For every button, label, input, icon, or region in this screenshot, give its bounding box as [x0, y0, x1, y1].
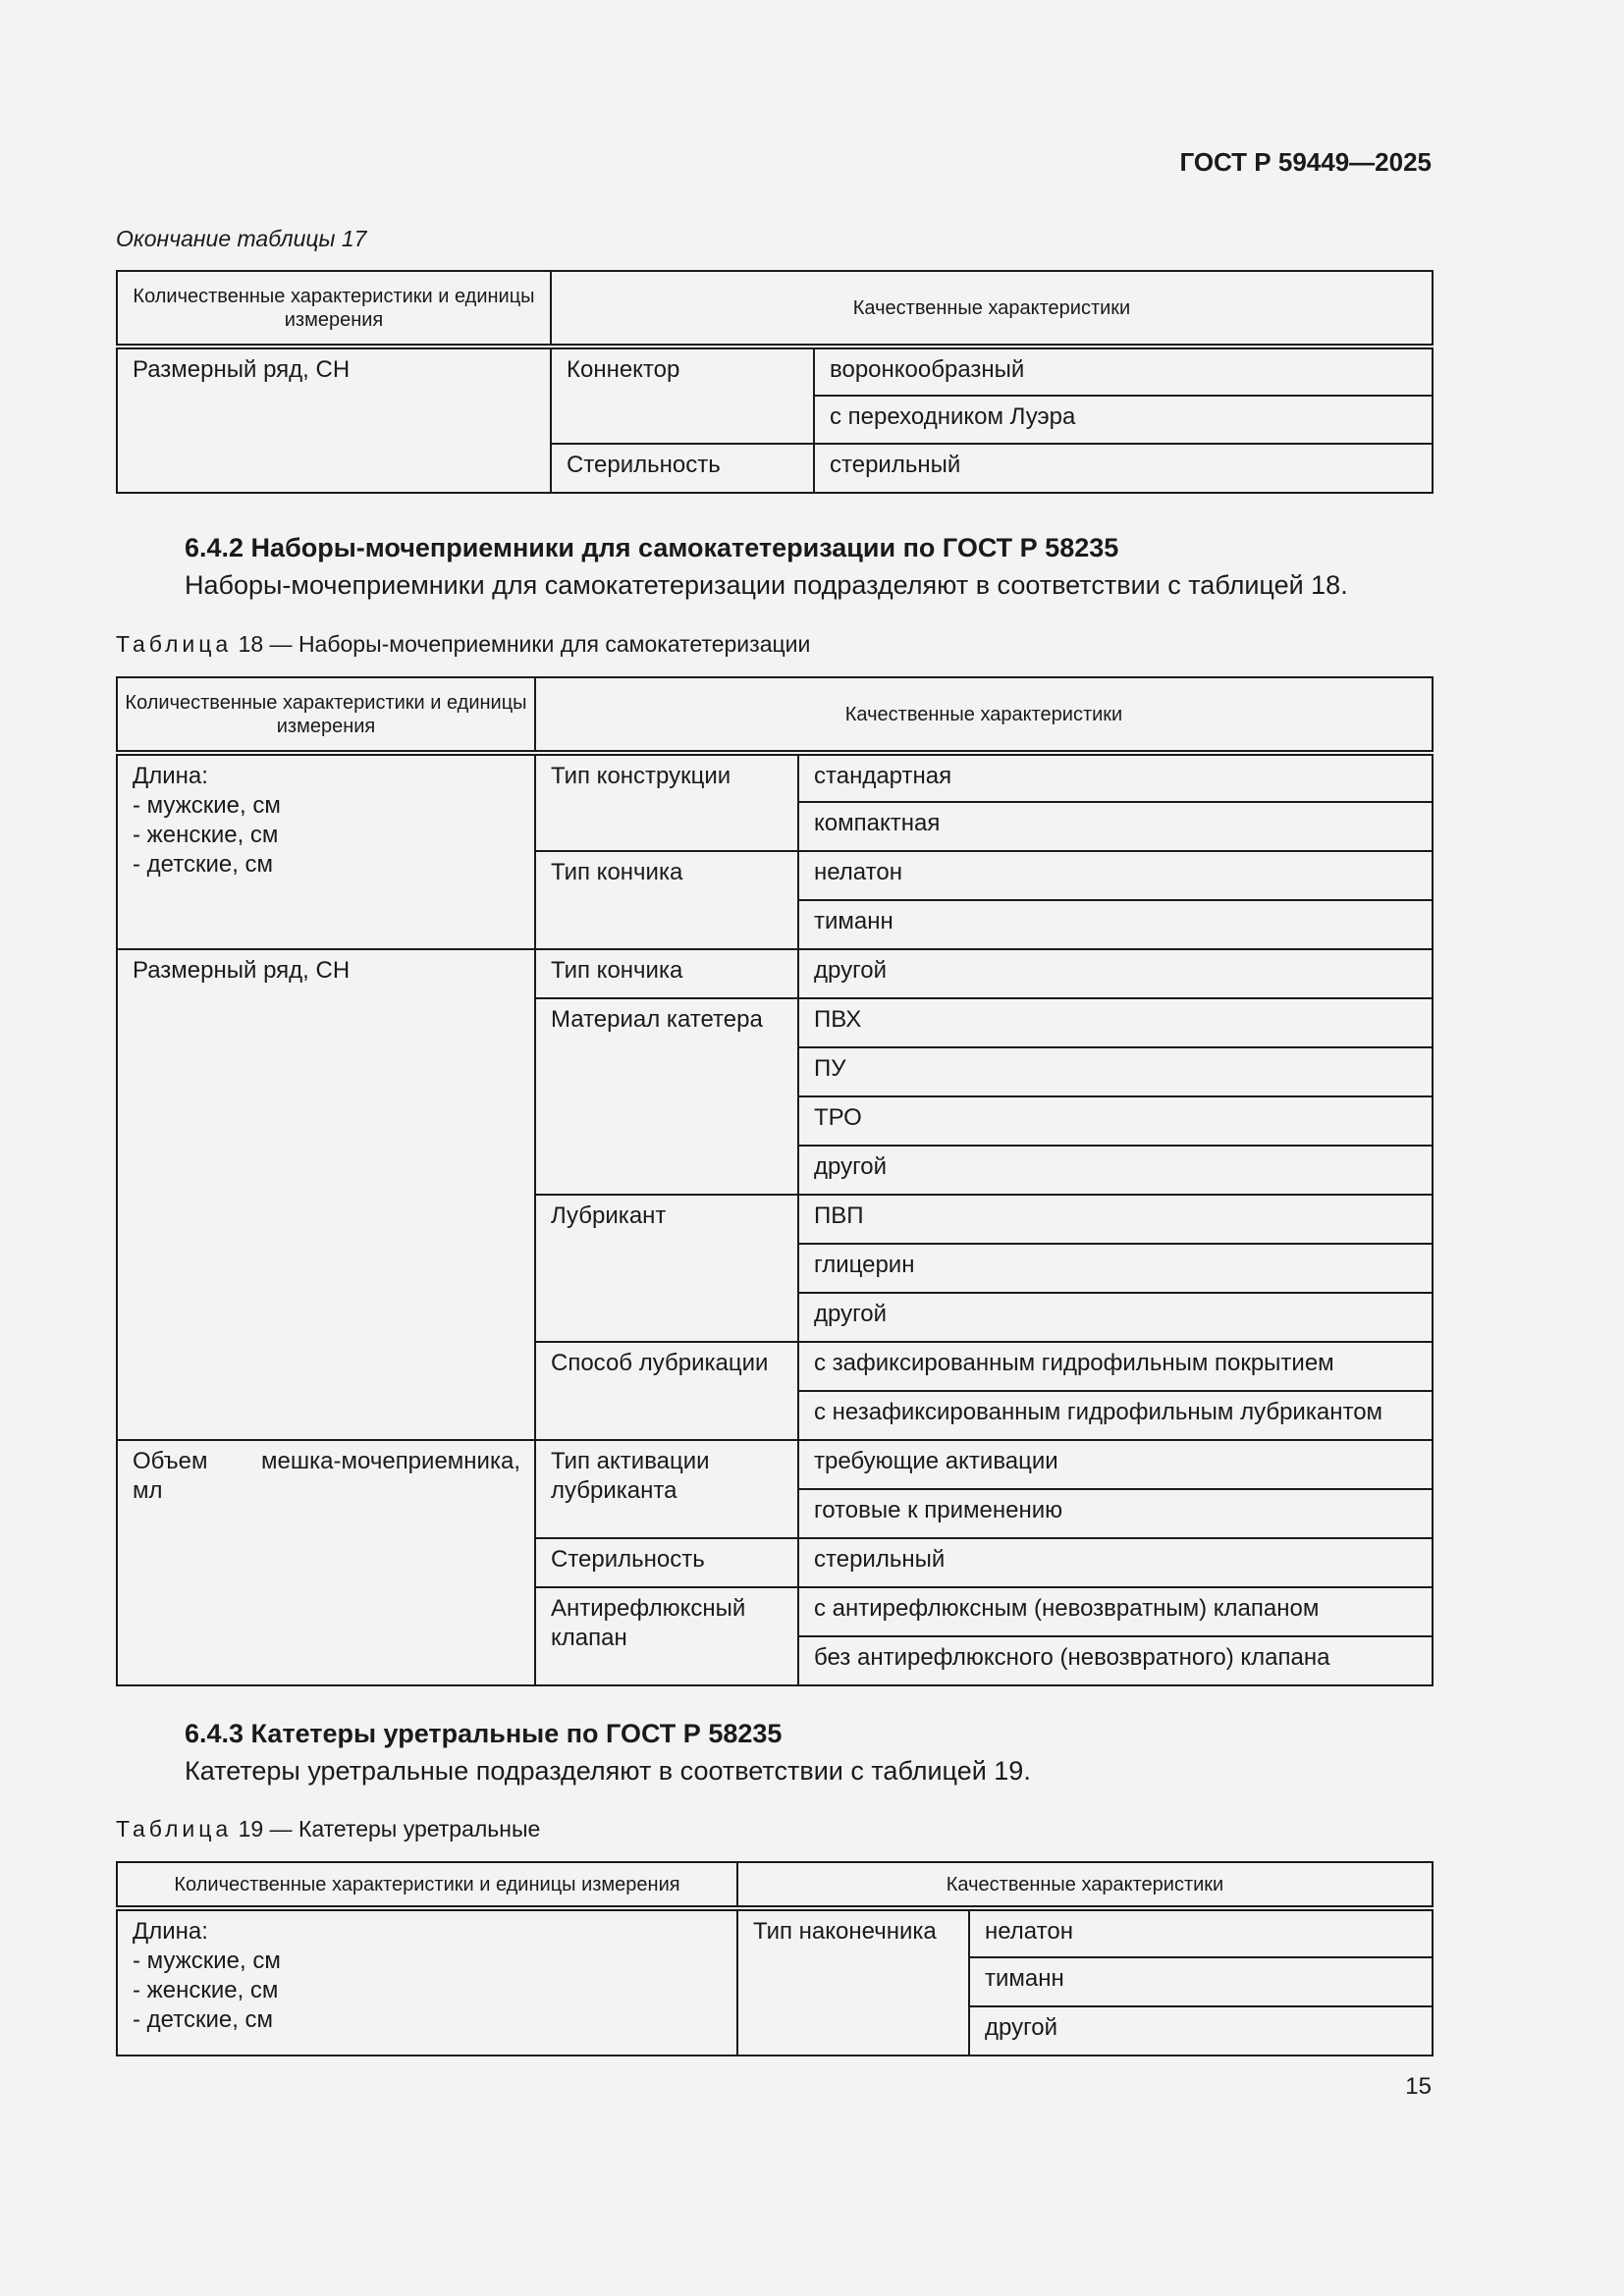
cell-tip: Тип кончика — [535, 949, 798, 998]
cell-value: компактная — [798, 802, 1433, 851]
cell-valve: Антирефлюксный клапан — [535, 1587, 798, 1685]
table18-caption — [116, 631, 810, 658]
cell-value: ТРО — [798, 1096, 1433, 1146]
table17-caption: Окончание таблицы 17 — [116, 226, 367, 251]
cell-value: ПВХ — [798, 998, 1433, 1047]
header-qualitative: Качественные характеристики — [535, 677, 1433, 753]
page-number: 15 — [1405, 2073, 1432, 2100]
cell-tip: Тип наконечника — [737, 1908, 969, 2056]
cell-value: стерильный — [798, 1538, 1433, 1587]
cell-value: другой — [798, 949, 1433, 998]
cell-value: нелатон — [969, 1908, 1433, 1957]
caption-text: 19 — Катетеры уретральные — [238, 1816, 541, 1842]
cell-value: требующие активации — [798, 1440, 1433, 1489]
cell-connector: Коннектор — [551, 347, 814, 444]
header-quantitative: Количественные характеристики и единицы измерения — [117, 677, 535, 753]
table-17-end — [116, 270, 1434, 494]
caption-word: Таблица — [116, 631, 233, 657]
cell-value: другой — [798, 1293, 1433, 1342]
header-quantitative: Количественные характеристики и единицы измерения — [117, 271, 551, 347]
cell-value: ПУ — [798, 1047, 1433, 1096]
section-paragraph-6-4-2: Наборы-мочеприемники для самокатетеризации подразделяют в соответствии с таблицей 18. — [185, 570, 1348, 600]
cell-volume — [117, 1440, 535, 1685]
table-18 — [116, 676, 1434, 1686]
cell-value: ПВП — [798, 1195, 1433, 1244]
section-paragraph-6-4-3: Катетеры уретральные подразделяют в соответствии с таблицей 19. — [185, 1756, 1031, 1786]
volume-unit: мл — [133, 1477, 163, 1504]
cell-sterility: Стерильность — [551, 444, 814, 493]
cell-value: другой — [798, 1146, 1433, 1195]
caption-word: Таблица — [116, 1816, 233, 1842]
cell-material: Материал катетера — [535, 998, 798, 1195]
document-code: ГОСТ Р 59449—2025 — [1179, 147, 1432, 177]
cell-value: стандартная — [798, 753, 1433, 802]
cell-value: с переходником Луэра — [814, 396, 1433, 444]
cell-value: с антирефлюксным (невозвратным) клапаном — [798, 1587, 1433, 1636]
cell-value: воронкообразный — [814, 347, 1433, 396]
table-19 — [116, 1861, 1434, 2056]
volume-word: Объем — [133, 1448, 208, 1474]
cell-value: без антирефлюксного (невозвратного) клапана — [798, 1636, 1433, 1685]
cell-tip: Тип кончика — [535, 851, 798, 949]
cell-construction: Тип конструкции — [535, 753, 798, 851]
cell-value: стерильный — [814, 444, 1433, 493]
section-heading-6-4-3: 6.4.3 Катетеры уретральные по ГОСТ Р 58235 — [185, 1719, 783, 1748]
cell-value: глицерин — [798, 1244, 1433, 1293]
cell-length: Длина: - мужские, см - женские, см - детские, см — [117, 753, 535, 949]
cell-value: готовые к применению — [798, 1489, 1433, 1538]
cell-value: с незафиксированным гидрофильным лубрикантом — [798, 1391, 1433, 1440]
header-qualitative: Качественные характеристики — [551, 271, 1433, 347]
cell-value: нелатон — [798, 851, 1433, 900]
cell-size: Размерный ряд, СН — [117, 347, 551, 493]
cell-lub-method: Способ лубрикации — [535, 1342, 798, 1440]
cell-size: Размерный ряд, СН — [117, 949, 535, 1440]
caption-text: 18 — Наборы-мочеприемники для самокатетеризации — [238, 631, 811, 657]
cell-value: другой — [969, 2006, 1433, 2056]
cell-value: с зафиксированным гидрофильным покрытием — [798, 1342, 1433, 1391]
cell-activation: Тип активации лубриканта — [535, 1440, 798, 1538]
header-quantitative: Количественные характеристики и единицы измерения — [117, 1862, 737, 1908]
cell-length: Длина: - мужские, см - женские, см - детские, см — [117, 1908, 737, 2056]
cell-value: тиманн — [969, 1957, 1433, 2006]
section-heading-6-4-2: 6.4.2 Наборы-мочеприемники для самокатетеризации по ГОСТ Р 58235 — [185, 533, 1119, 562]
cell-sterility: Стерильность — [535, 1538, 798, 1587]
cell-value: тиманн — [798, 900, 1433, 949]
table19-caption — [116, 1816, 540, 1842]
header-qualitative: Качественные характеристики — [737, 1862, 1433, 1908]
volume-word: мешка-мочеприемника, — [261, 1448, 520, 1474]
cell-lubricant: Лубрикант — [535, 1195, 798, 1342]
